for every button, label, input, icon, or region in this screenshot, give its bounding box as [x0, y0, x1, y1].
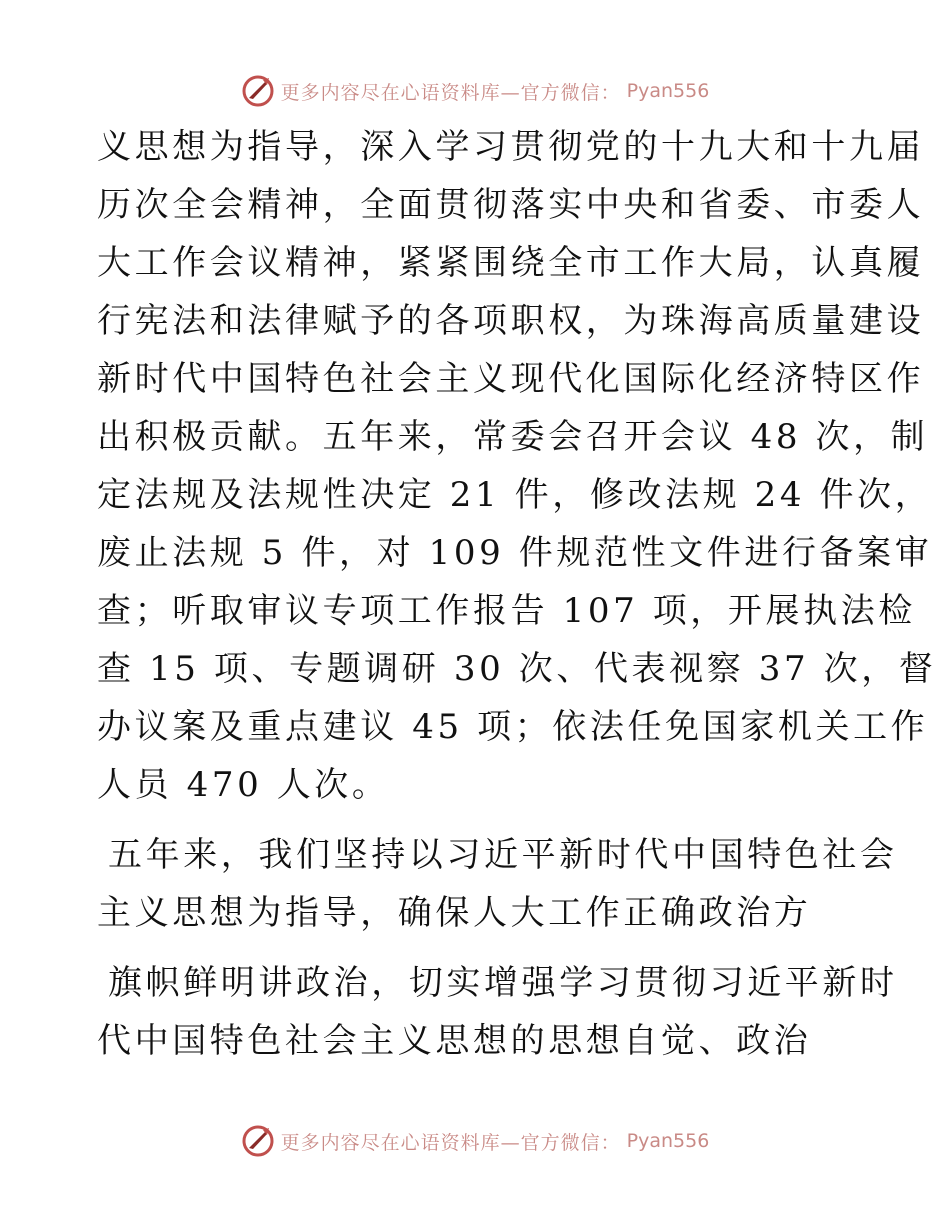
document-body [97, 118, 937, 1070]
text-line: 行宪法和法律赋予的各项职权，为珠海高质量建设 [97, 301, 925, 341]
text-line: 废止法规 5 件，对 109 件规范性文件进行备案审 [97, 533, 933, 573]
quill-logo-icon [241, 1124, 275, 1158]
text-line: 旗帜鲜明讲政治，切实增强学习贯彻习近平新时 [108, 963, 898, 1003]
paragraph-3 [97, 954, 898, 1070]
text-line: 新时代中国特色社会主义现代化国际化经济特区作 [97, 359, 925, 399]
text-line: 五年来，我们坚持以习近平新时代中国特色社会 [108, 835, 898, 875]
text-line: 查 15 项、专题调研 30 次、代表视察 37 次，督 [97, 649, 937, 689]
text-line: 主义思想为指导，确保人大工作正确政治方 [97, 893, 812, 933]
watermark-text: 更多内容尽在心语资料库—官方微信： [280, 1131, 621, 1154]
text-line: 义思想为指导，深入学习贯彻党的十九大和十九届 [97, 127, 925, 167]
footer-watermark [0, 1124, 950, 1158]
watermark-text: 更多内容尽在心语资料库—官方微信： [280, 81, 621, 104]
paragraph-1 [97, 118, 937, 814]
text-line: 大工作会议精神，紧紧围绕全市工作大局，认真履 [97, 243, 925, 283]
text-line: 出积极贡献。五年来，常委会召开会议 48 次，制 [97, 417, 929, 457]
text-line: 定法规及法规性决定 21 件，修改法规 24 件次， [97, 475, 933, 515]
watermark-wechat-id: Pyan556 [626, 1130, 710, 1152]
text-line: 办议案及重点建议 45 项；依法任免国家机关工作 [97, 707, 929, 747]
text-line: 查；听取审议专项工作报告 107 项，开展执法检 [97, 591, 916, 631]
text-line: 历次全会精神，全面贯彻落实中央和省委、市委人 [97, 185, 925, 225]
watermark-wechat-id: Pyan556 [626, 80, 710, 102]
text-line: 人员 470 人次。 [97, 765, 390, 805]
text-line: 代中国特色社会主义思想的思想自觉、政治 [97, 1021, 812, 1061]
header-watermark [0, 74, 950, 108]
quill-logo-icon [241, 74, 275, 108]
paragraph-2 [97, 826, 898, 942]
